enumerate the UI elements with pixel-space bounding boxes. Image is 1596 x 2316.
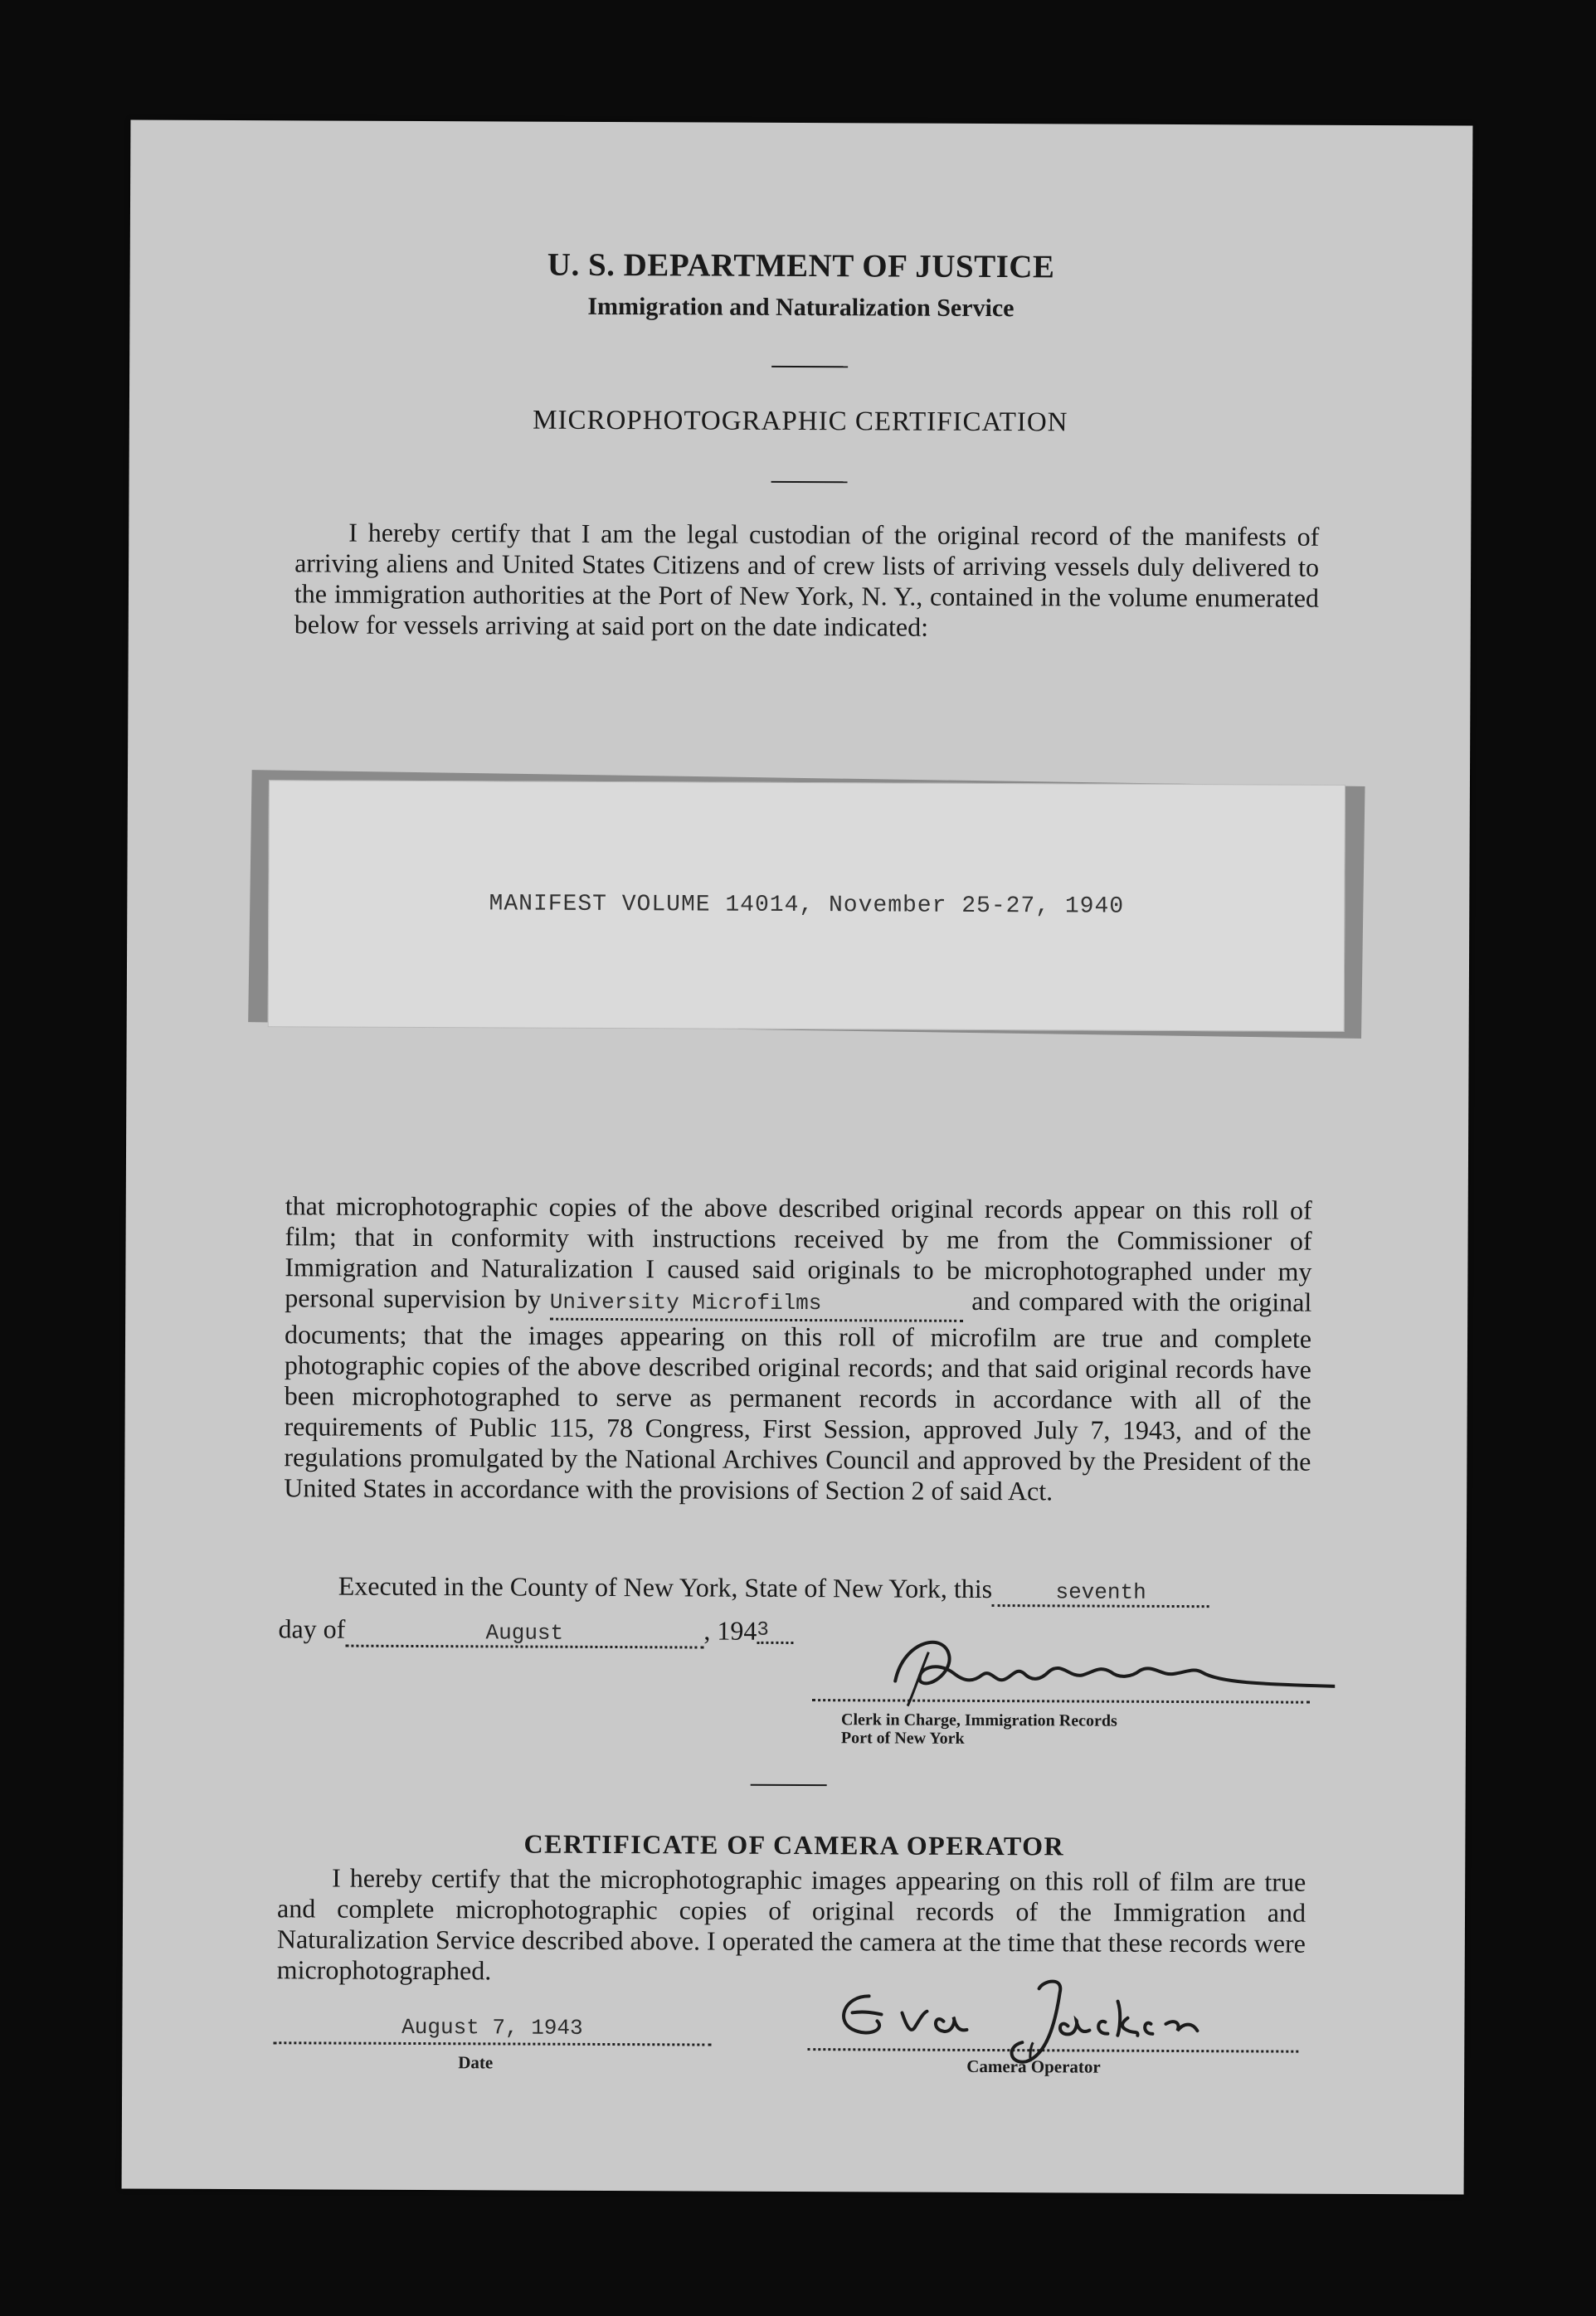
clerk-caption bbox=[841, 1710, 1117, 1748]
volume-slip-text: MANIFEST VOLUME 14014, November 25-27, 1940 bbox=[489, 891, 1125, 920]
certification-body bbox=[284, 1190, 1312, 1507]
clerk-caption-line-2: Port of New York bbox=[840, 1729, 965, 1748]
custodian-paragraph: I hereby certify that I am the legal custodian of the original record of the manifests of arriving aliens and United States Citizens and of crew lists of arriving vessels duly delivered to the immigration authorities at the Port of New York, N. Y., contained in the volume enumerated below for vessels arriving at said port on the date indicated: bbox=[294, 517, 1320, 642]
date-line bbox=[278, 1613, 793, 1649]
body-part-1: that microphotographic copies of the above described original records appear on this roll of film; that in conformity with instructions received by me from the Commissioner of Immigration and Naturalization I caused said originals to be microphotographed under my personal supervision by bbox=[285, 1190, 1312, 1314]
executed-line bbox=[338, 1571, 1210, 1608]
section-divider bbox=[751, 1784, 827, 1786]
clerk-signature bbox=[870, 1623, 1336, 1724]
volume-slip bbox=[268, 780, 1345, 1032]
camera-certificate-title: CERTIFICATE OF CAMERA OPERATOR bbox=[523, 1828, 1065, 1861]
service-subheading: Immigration and Naturalization Service bbox=[587, 292, 1015, 323]
body-part-2: and compared with the original documents; that the images appearing on this roll of microfilm are true and complete photographic copies of the above described original records; and that said original records have been microphotographed to serve as permanent records in accordance with all of the requirements of Public 115, 78 Congress, First Session, approved July 7, 1943, and of the regulations promulgated by the National Archives Council and approved by the President of the United States in accordance with the provisions of Section 2 of said Act. bbox=[284, 1285, 1312, 1506]
day-of-label: day of bbox=[278, 1613, 346, 1644]
title-divider bbox=[771, 481, 848, 483]
executed-text: Executed in the County of New York, State of New York, this bbox=[338, 1570, 993, 1604]
microfilmer-field: University Microfilms bbox=[550, 1287, 963, 1322]
camera-operator-label: Camera Operator bbox=[966, 2056, 1101, 2077]
date-label: Date bbox=[458, 2052, 494, 2073]
clerk-caption-line-1: Clerk in Charge, Immigration Records bbox=[840, 1710, 1117, 1730]
day-field: seventh bbox=[992, 1579, 1209, 1608]
operator-date-field: August 7, 1943 bbox=[273, 2012, 711, 2046]
certification-title: MICROPHOTOGRAPHIC CERTIFICATION bbox=[533, 405, 1068, 438]
month-field: August bbox=[345, 1620, 703, 1649]
agency-heading: U. S. DEPARTMENT OF JUSTICE bbox=[547, 246, 1055, 285]
header-divider bbox=[771, 366, 848, 367]
camera-certificate-paragraph: I hereby certify that the microphotographic images appearing on this roll of film are true and complete microphotographic copies of original records of the Immigration and Naturalization Service described above. I operated the camera at the time that these records were microphotographed. bbox=[276, 1862, 1306, 1986]
year-prefix: , 194 bbox=[703, 1615, 757, 1646]
certificate-page bbox=[122, 119, 1473, 2194]
year-digit-field: 3 bbox=[757, 1619, 793, 1644]
